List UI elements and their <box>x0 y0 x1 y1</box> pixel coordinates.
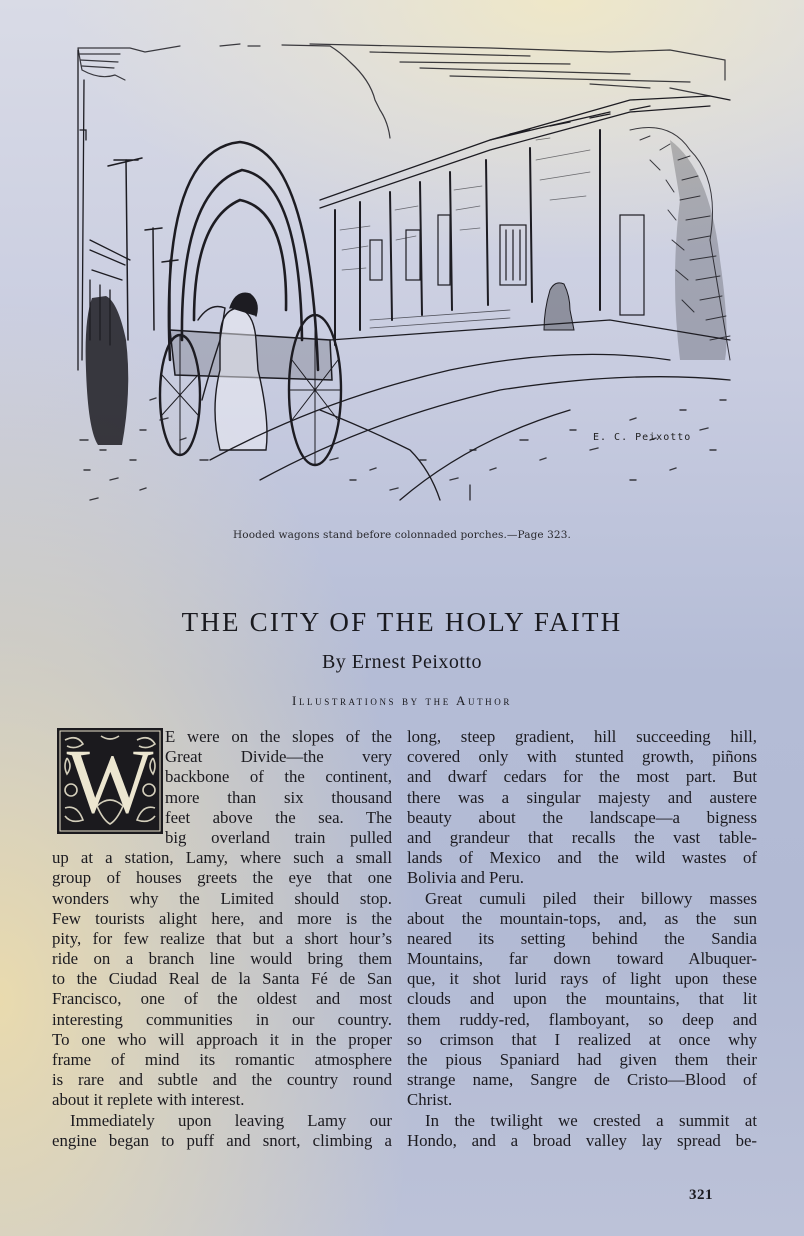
text-line: E were on the slopes of the <box>165 727 392 746</box>
text-line: Immediately upon leaving Lamy our <box>70 1110 392 1130</box>
illustrations-credit: Illustrations by the Author <box>292 693 512 708</box>
text-line: about it replete with interest. <box>52 1090 245 1110</box>
text-line: backbone of the continent, <box>165 767 392 787</box>
page-number: 321 <box>689 1187 713 1203</box>
text-line: there was a singular majesty and austere <box>407 787 757 807</box>
text-line: to the Ciudad Real de la Santa Fé de San <box>52 969 392 989</box>
text-line: pity, for few realize that but a short hour’s <box>52 928 392 948</box>
text-line: clouds and upon the mountains, that lit <box>407 989 757 1009</box>
illustration-caption: Hooded wagons stand before colonnaded porches.—Page 323. <box>233 529 571 541</box>
article-column-left <box>52 727 392 1151</box>
text-line: To one who will approach it in the proper <box>52 1029 392 1049</box>
text-line: up at a station, Lamy, where such a small <box>52 848 392 868</box>
text-line: beauty about the landscape—a bigness <box>407 807 757 827</box>
article-byline: By Ernest Peixotto <box>321 651 483 673</box>
text-line: Hondo, and a broad valley lay spread be- <box>407 1130 757 1150</box>
text-line: Bolivia and Peru. <box>407 868 524 888</box>
text-line: the pious Spaniard had given them their <box>407 1050 757 1069</box>
text-line: feet above the sea. The <box>165 807 392 827</box>
text-line: Francisco, one of the oldest and most <box>52 989 392 1009</box>
text-line: Few tourists alight here, and more is the <box>52 908 392 928</box>
text-line: and dwarf cedars for the most part. But <box>407 767 757 787</box>
article-title: THE CITY OF THE HOLY FAITH <box>181 607 623 637</box>
text-line: and grandeur that recalls the vast table- <box>407 827 757 847</box>
text-line: que, it shot lurid rays of light upon these <box>407 969 757 989</box>
text-line: ride on a branch line would bring them <box>52 949 392 969</box>
wagon-illustration <box>70 40 740 505</box>
text-line: In the twilight we crested a summit at <box>425 1110 757 1130</box>
text-line: neared its setting behind the Sandia <box>407 928 757 948</box>
text-line: Mountains, far down toward Albuquer- <box>407 949 757 969</box>
text-line: more than six thousand <box>165 787 392 807</box>
text-line: so crimson that I realized at once why <box>407 1029 757 1049</box>
text-line: big overland train pulled <box>165 827 392 847</box>
text-line: strange name, Sangre de Cristo—Blood of <box>407 1070 757 1090</box>
text-line: is rare and subtle and the country round <box>52 1070 392 1090</box>
drop-cap-letter: W <box>66 730 154 832</box>
text-line: frame of mind its romantic atmosphere <box>52 1050 392 1069</box>
text-line: engine began to puff and snort, climbing a <box>52 1130 392 1150</box>
text-line: wonders why the Limited should stop. <box>52 888 392 908</box>
text-line: Christ. <box>407 1090 453 1110</box>
text-line: interesting communities in our country. <box>52 1009 392 1029</box>
text-line: covered only with stunted growth, piñons <box>407 747 757 767</box>
text-line: lands of Mexico and the wild wastes of <box>407 848 757 868</box>
text-line: long, steep gradient, hill succeeding hill, <box>407 727 757 746</box>
artist-signature: E. C. Peixotto <box>593 432 692 443</box>
text-line: Great cumuli piled their billowy masses <box>425 888 757 908</box>
text-line: Great Divide—the very <box>165 747 392 767</box>
text-line: group of houses greets the eye that one <box>52 868 392 888</box>
article-column-right <box>407 727 757 1151</box>
text-line: about the mountain-tops, and, as the sun <box>407 908 757 928</box>
text-line: them ruddy-red, flamboyant, so deep and <box>407 1009 757 1029</box>
